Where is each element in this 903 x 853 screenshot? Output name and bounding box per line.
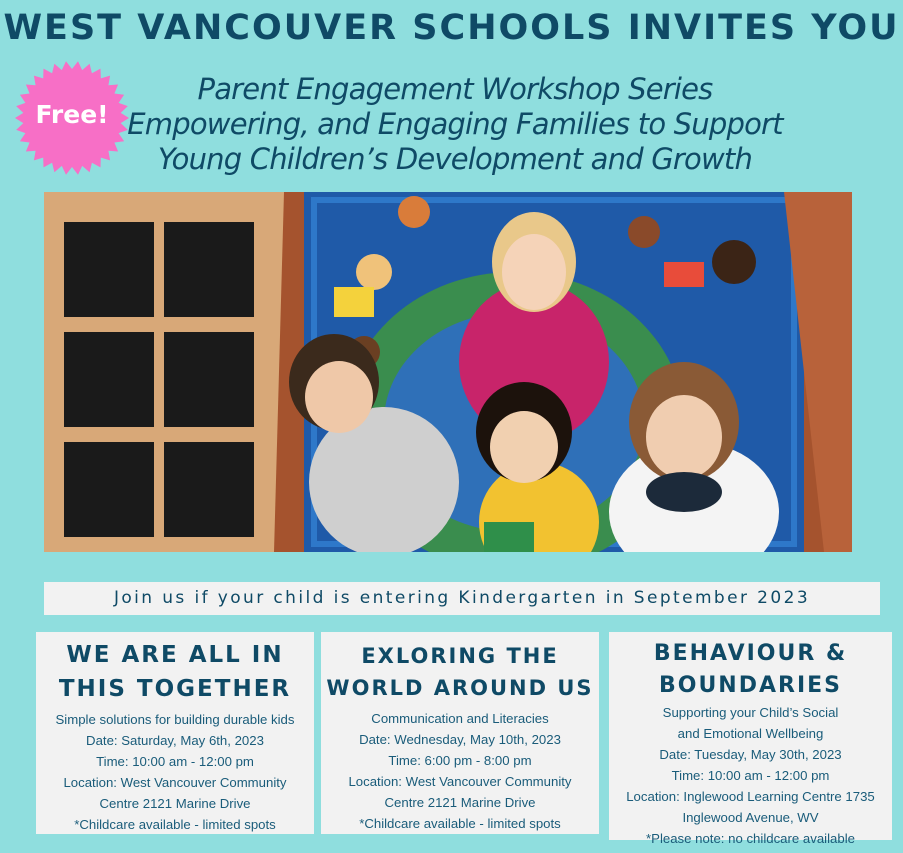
workshop-detail-line: and Emotional Wellbeing [677,726,824,741]
workshop-detail-line: Location: Inglewood Learning Centre 1735 [626,789,875,804]
workshop-detail-line: Inglewood Avenue, WV [682,810,819,825]
workshop-detail-line: Date: Saturday, May 6th, 2023 [86,733,264,748]
workshop-title [36,638,314,706]
children-photo [44,192,852,552]
workshop-card-1 [36,632,314,834]
workshop-title-line: THIS TOGETHER [58,676,292,702]
workshop-detail-line: *Please note: no childcare available [646,831,855,846]
workshop-detail-line: *Childcare available - limited spots [74,817,276,832]
subtitle-line: Empowering, and Engaging Families to Support [127,107,783,141]
workshop-detail-line: Date: Tuesday, May 30th, 2023 [659,747,842,762]
workshop-title-line: WORLD AROUND US [326,676,594,700]
workshop-title [321,640,599,704]
workshop-title-line: EXLORING THE [361,644,559,668]
kindergarten-banner: Join us if your child is entering Kindergarten in September 2023 [44,582,880,615]
workshop-title-line: WE ARE ALL IN [66,642,284,668]
free-badge-label: Free! [35,100,109,129]
workshop-card-3 [609,632,892,846]
workshop-detail-line: Centre 2121 Marine Drive [384,795,536,810]
workshop-detail-line: Location: West Vancouver Community [348,774,572,789]
workshop-detail-line: Centre 2121 Marine Drive [99,796,251,811]
workshop-detail-line: Time: 10:00 am - 12:00 pm [96,754,254,769]
workshop-detail-line: Communication and Literacies [371,711,549,726]
workshop-detail-line: Time: 10:00 am - 12:00 pm [671,768,830,783]
workshop-detail-line: *Childcare available - limited spots [359,816,561,831]
workshop-title [609,638,892,702]
subtitle-line: Parent Engagement Workshop Series [197,72,713,106]
subtitle-line: Young Children’s Development and Growth [157,142,753,176]
workshop-detail-line: Date: Wednesday, May 10th, 2023 [359,732,561,747]
workshop-details [321,708,599,834]
workshop-detail-line: Supporting your Child’s Social [662,705,839,720]
workshop-series-subtitle [110,72,800,177]
workshop-title-line: BOUNDARIES [658,673,843,698]
workshop-detail-line: Location: West Vancouver Community [63,775,287,790]
workshop-detail-line: Simple solutions for building durable kids [55,712,295,727]
workshop-details [609,702,892,849]
workshop-details [36,709,314,835]
workshop-title-line: BEHAVIOUR & [653,641,848,666]
workshop-card-2 [321,632,599,834]
page-headline: WEST VANCOUVER SCHOOLS INVITES YOU [3,8,900,48]
workshop-detail-line: Time: 6:00 pm - 8:00 pm [388,753,532,768]
